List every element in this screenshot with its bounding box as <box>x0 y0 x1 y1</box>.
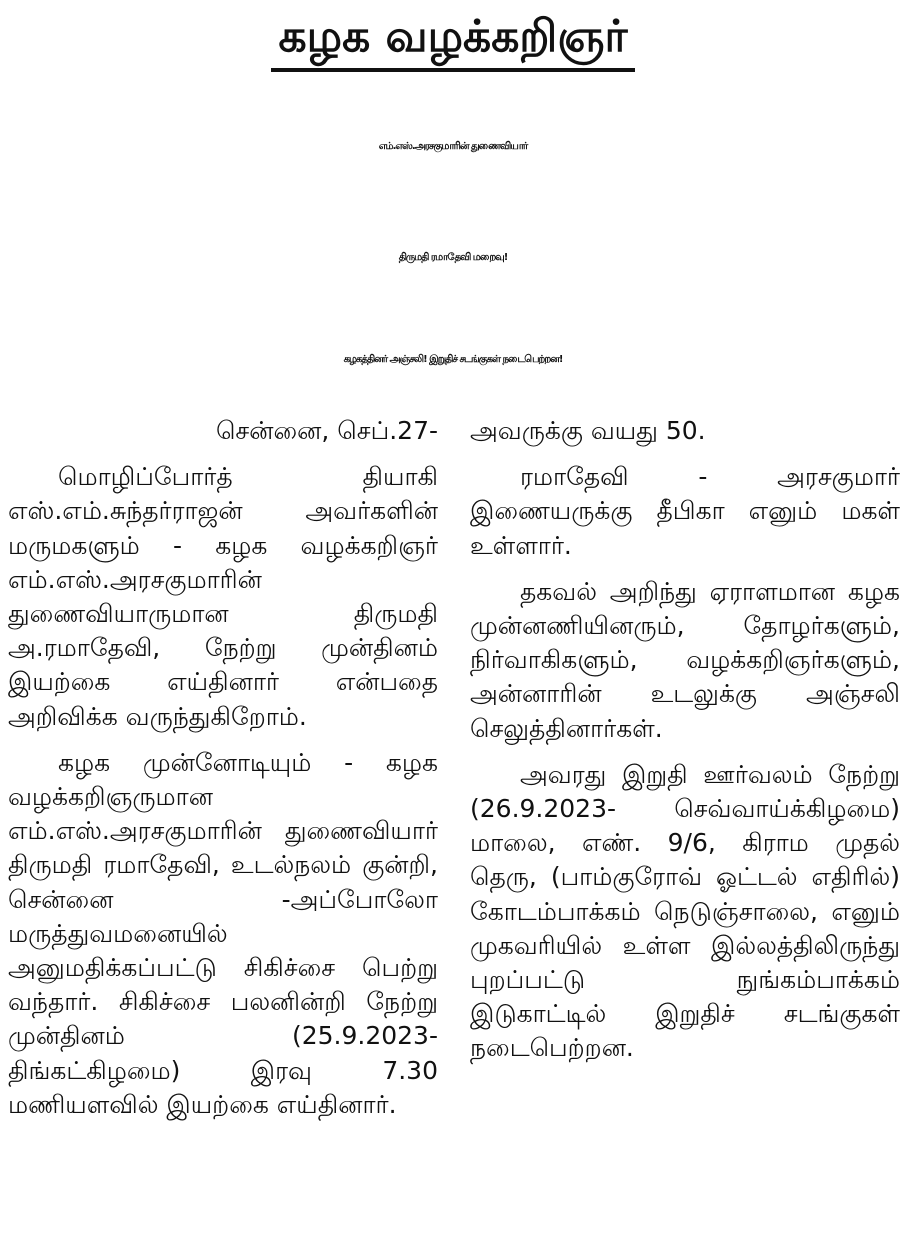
paragraph-continuation: அவருக்கு வயது 50. <box>470 416 706 445</box>
paragraph: தகவல் அறிந்து ஏராளமான கழக முன்னணியினரும், தோழர்களும், நிர்வாகிகளும், வழக்கறிஞர்களும், அன்னாரின் உடலுக்கு அஞ்சலி செலுத்தினார்கள். <box>470 576 900 743</box>
dateline: சென்னை, செப்.27- <box>215 416 438 445</box>
kicker-text: கழக வழக்கறிஞர் <box>271 6 636 72</box>
paragraph: ரமாதேவி - அரசகுமார் இணையருக்கு தீபிகா எனும் மகள் உள்ளார். <box>470 462 900 560</box>
paragraph: கழக முன்னோடியும் - கழக வழக்கறிஞருமான எம்.எஸ்.அரசகுமாரின் துணைவியார் திருமதி ரமாதேவி, உடல்நலம் குன்றி, சென்னை -அப்போலோ மருத்துவமனையில் அனுமதிக்கப்பட்டு சிகிச்சை பெற்று வந்தார். சிகிச்சை பலனின்றி நேற்று முன்தினம் (25.9.2023-திங்கட்கிழமை) இரவு 7.30 மணியளவில் இயற்கை எய்தினார். <box>8 747 438 1119</box>
article-column-left <box>8 414 438 1134</box>
paragraph: அவரது இறுதி ஊர்வலம் நேற்று (26.9.2023- செவ்வாய்க்கிழமை) மாலை, எண். 9/6, கிராம முதல் தெரு, (பாம்குரோவ் ஓட்டல் எதிரில்) கோடம்பாக்கம் நெடுஞ்சாலை, எனும் முகவரியில் உள்ள இல்லத்திலிருந்து புறப்பட்டு நுங்கம்பாக்கம் இடுகாட்டில் இறுதிச் சடங்குகள் நடைபெற்றன. <box>470 759 900 1063</box>
article-column-right <box>470 414 900 1078</box>
paragraph: மொழிப்போர்த் தியாகி எஸ்.எம்.சுந்தர்ராஜன் அவர்களின் மருமகளும் - கழக வழக்கறிஞர் எம்.எஸ்.அரசகுமாரின் துணைவியாருமான திருமதி அ.ரமாதேவி, நேற்று முன்தினம் இயற்கை எய்தினார் என்பதை அறிவிக்க வருந்துகிறோம். <box>8 462 438 731</box>
headline-line-1: எம்.எஸ்.அரசகுமாரின் துணைவியார் <box>378 141 528 152</box>
headline-line-2: திருமதி ரமாதேவி மறைவு! <box>398 252 508 263</box>
kicker <box>0 6 906 72</box>
subheadline: கழகத்தினர் அஞ்சலி! இறுதிச் சடங்குகள் நடைபெற்றன! <box>343 354 563 365</box>
